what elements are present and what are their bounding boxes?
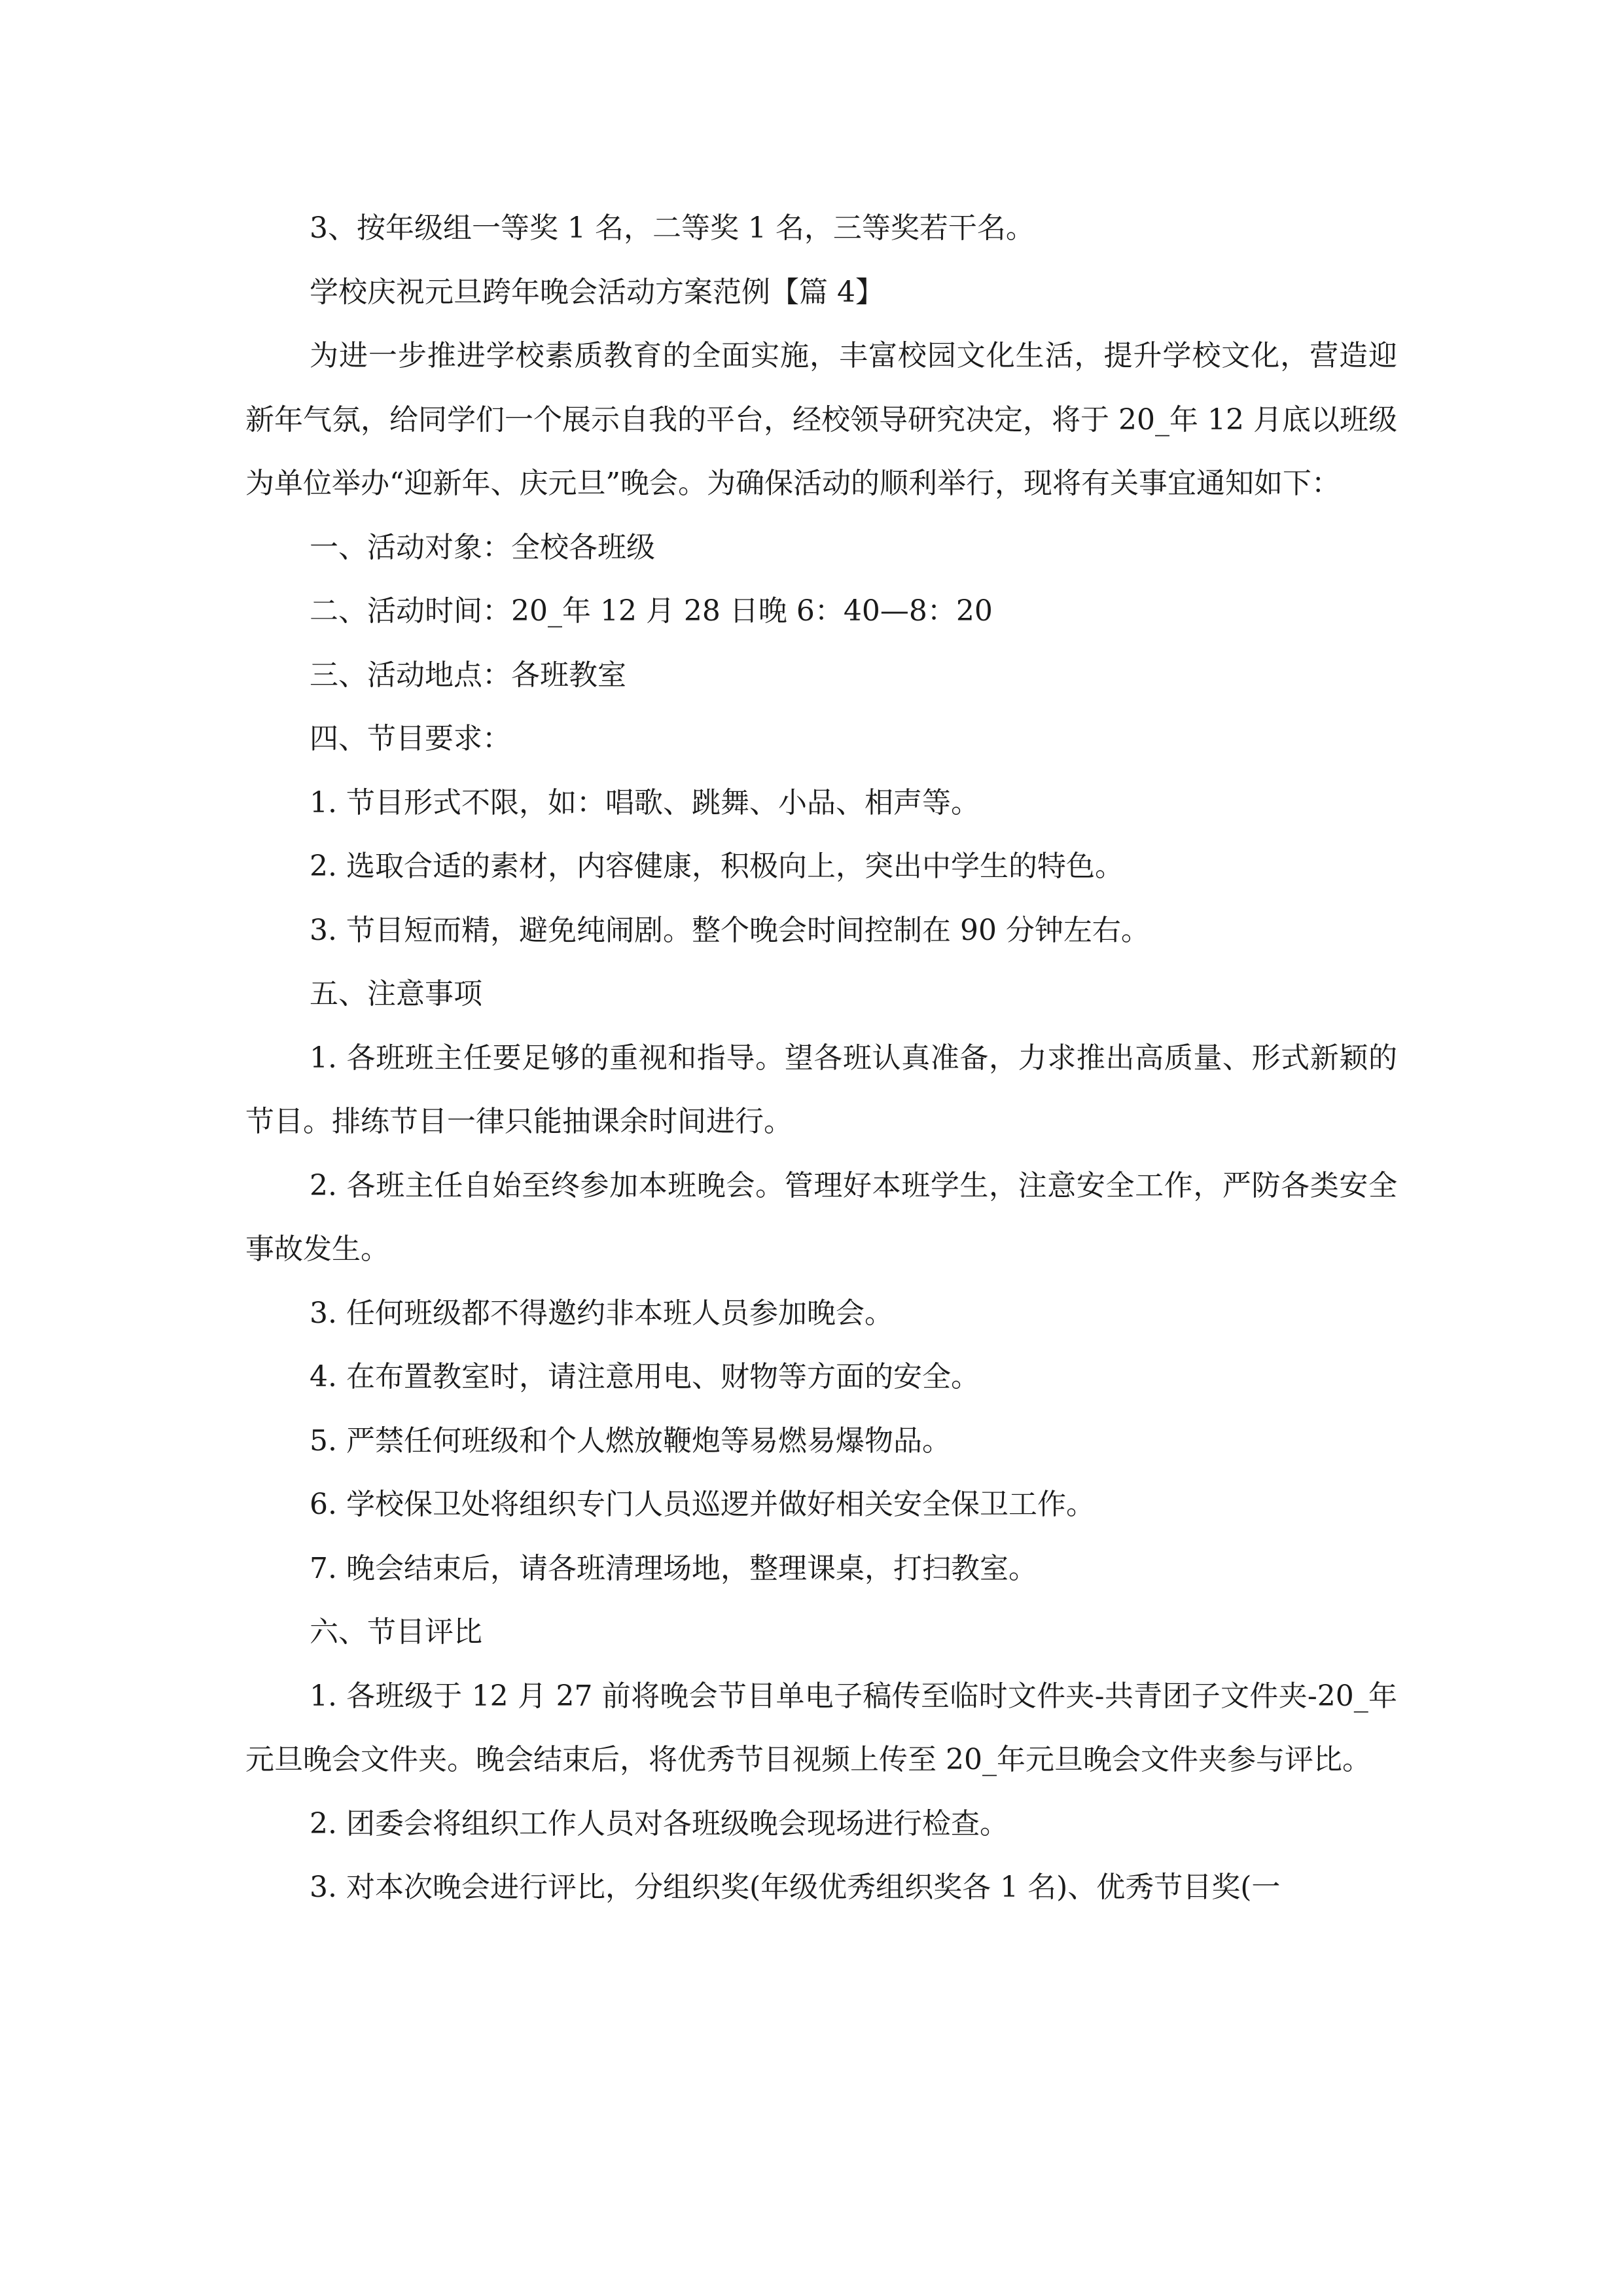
program-requirements-heading: 四、节目要求： xyxy=(310,722,511,755)
requirement-item: 3. 节目短而精，避免纯闹剧。整个晚会时间控制在 90 分钟左右。 xyxy=(310,913,1150,947)
award-rule-paragraph: 3、按年级组一等奖 1 名，二等奖 1 名，三等奖若干名。 xyxy=(310,211,1035,245)
activity-time-item: 二、活动时间：20_年 12 月 28 日晚 6：40—8：20 xyxy=(310,594,993,628)
requirement-item: 1. 节目形式不限，如：唱歌、跳舞、小品、相声等。 xyxy=(310,785,980,819)
note-item: 4. 在布置教室时，请注意用电、财物等方面的安全。 xyxy=(310,1360,980,1393)
section-heading: 学校庆祝元旦跨年晚会活动方案范例【篇 4】 xyxy=(310,275,884,309)
evaluation-heading: 六、节目评比 xyxy=(310,1615,482,1649)
note-item: 2. 各班主任自始至终参加本班晚会。管理好本班学生，注意安全工作，严防各类安全事故发生。 xyxy=(245,1168,1397,1266)
requirement-item: 2. 选取合适的素材，内容健康，积极向上，突出中学生的特色。 xyxy=(310,850,1124,883)
document-body xyxy=(245,196,1397,1920)
notes-heading: 五、注意事项 xyxy=(310,977,482,1011)
evaluation-item: 2. 团委会将组织工作人员对各班级晚会现场进行检查。 xyxy=(310,1806,1008,1840)
note-item: 7. 晚会结束后，请各班清理场地，整理课桌，打扫教室。 xyxy=(310,1551,1037,1585)
activity-target-item: 一、活动对象：全校各班级 xyxy=(310,530,655,564)
note-item: 5. 严禁任何班级和个人燃放鞭炮等易燃易爆物品。 xyxy=(310,1424,951,1458)
activity-location-item: 三、活动地点：各班教室 xyxy=(310,658,626,692)
evaluation-item: 3. 对本次晚会进行评比，分组织奖(年级优秀组织奖各 1 名)、优秀节目奖(一 xyxy=(310,1871,1281,1904)
note-item: 6. 学校保卫处将组织专门人员巡逻并做好相关安全保卫工作。 xyxy=(310,1488,1095,1521)
intro-paragraph: 为进一步推进学校素质教育的全面实施，丰富校园文化生活，提升学校文化，营造迎新年气氛，给同学们一个展示自我的平台，经校领导研究决定，将于 20_年 12 月底以班级为单位举办“迎新年、庆元旦”晚会。为确保活动的顺利举行，现将有关事宜通知如下： xyxy=(245,339,1397,500)
evaluation-item: 1. 各班级于 12 月 27 前将晚会节目单电子稿传至临时文件夹-共青团子文件夹-20_年元旦晚会文件夹。晚会结束后，将优秀节目视频上传至 20_年元旦晚会文件夹参与评比。 xyxy=(245,1679,1397,1776)
note-item: 3. 任何班级都不得邀约非本班人员参加晚会。 xyxy=(310,1296,893,1330)
note-item: 1. 各班班主任要足够的重视和指导。望各班认真准备，力求推出高质量、形式新颖的节目。排练节目一律只能抽课余时间进行。 xyxy=(245,1041,1397,1138)
